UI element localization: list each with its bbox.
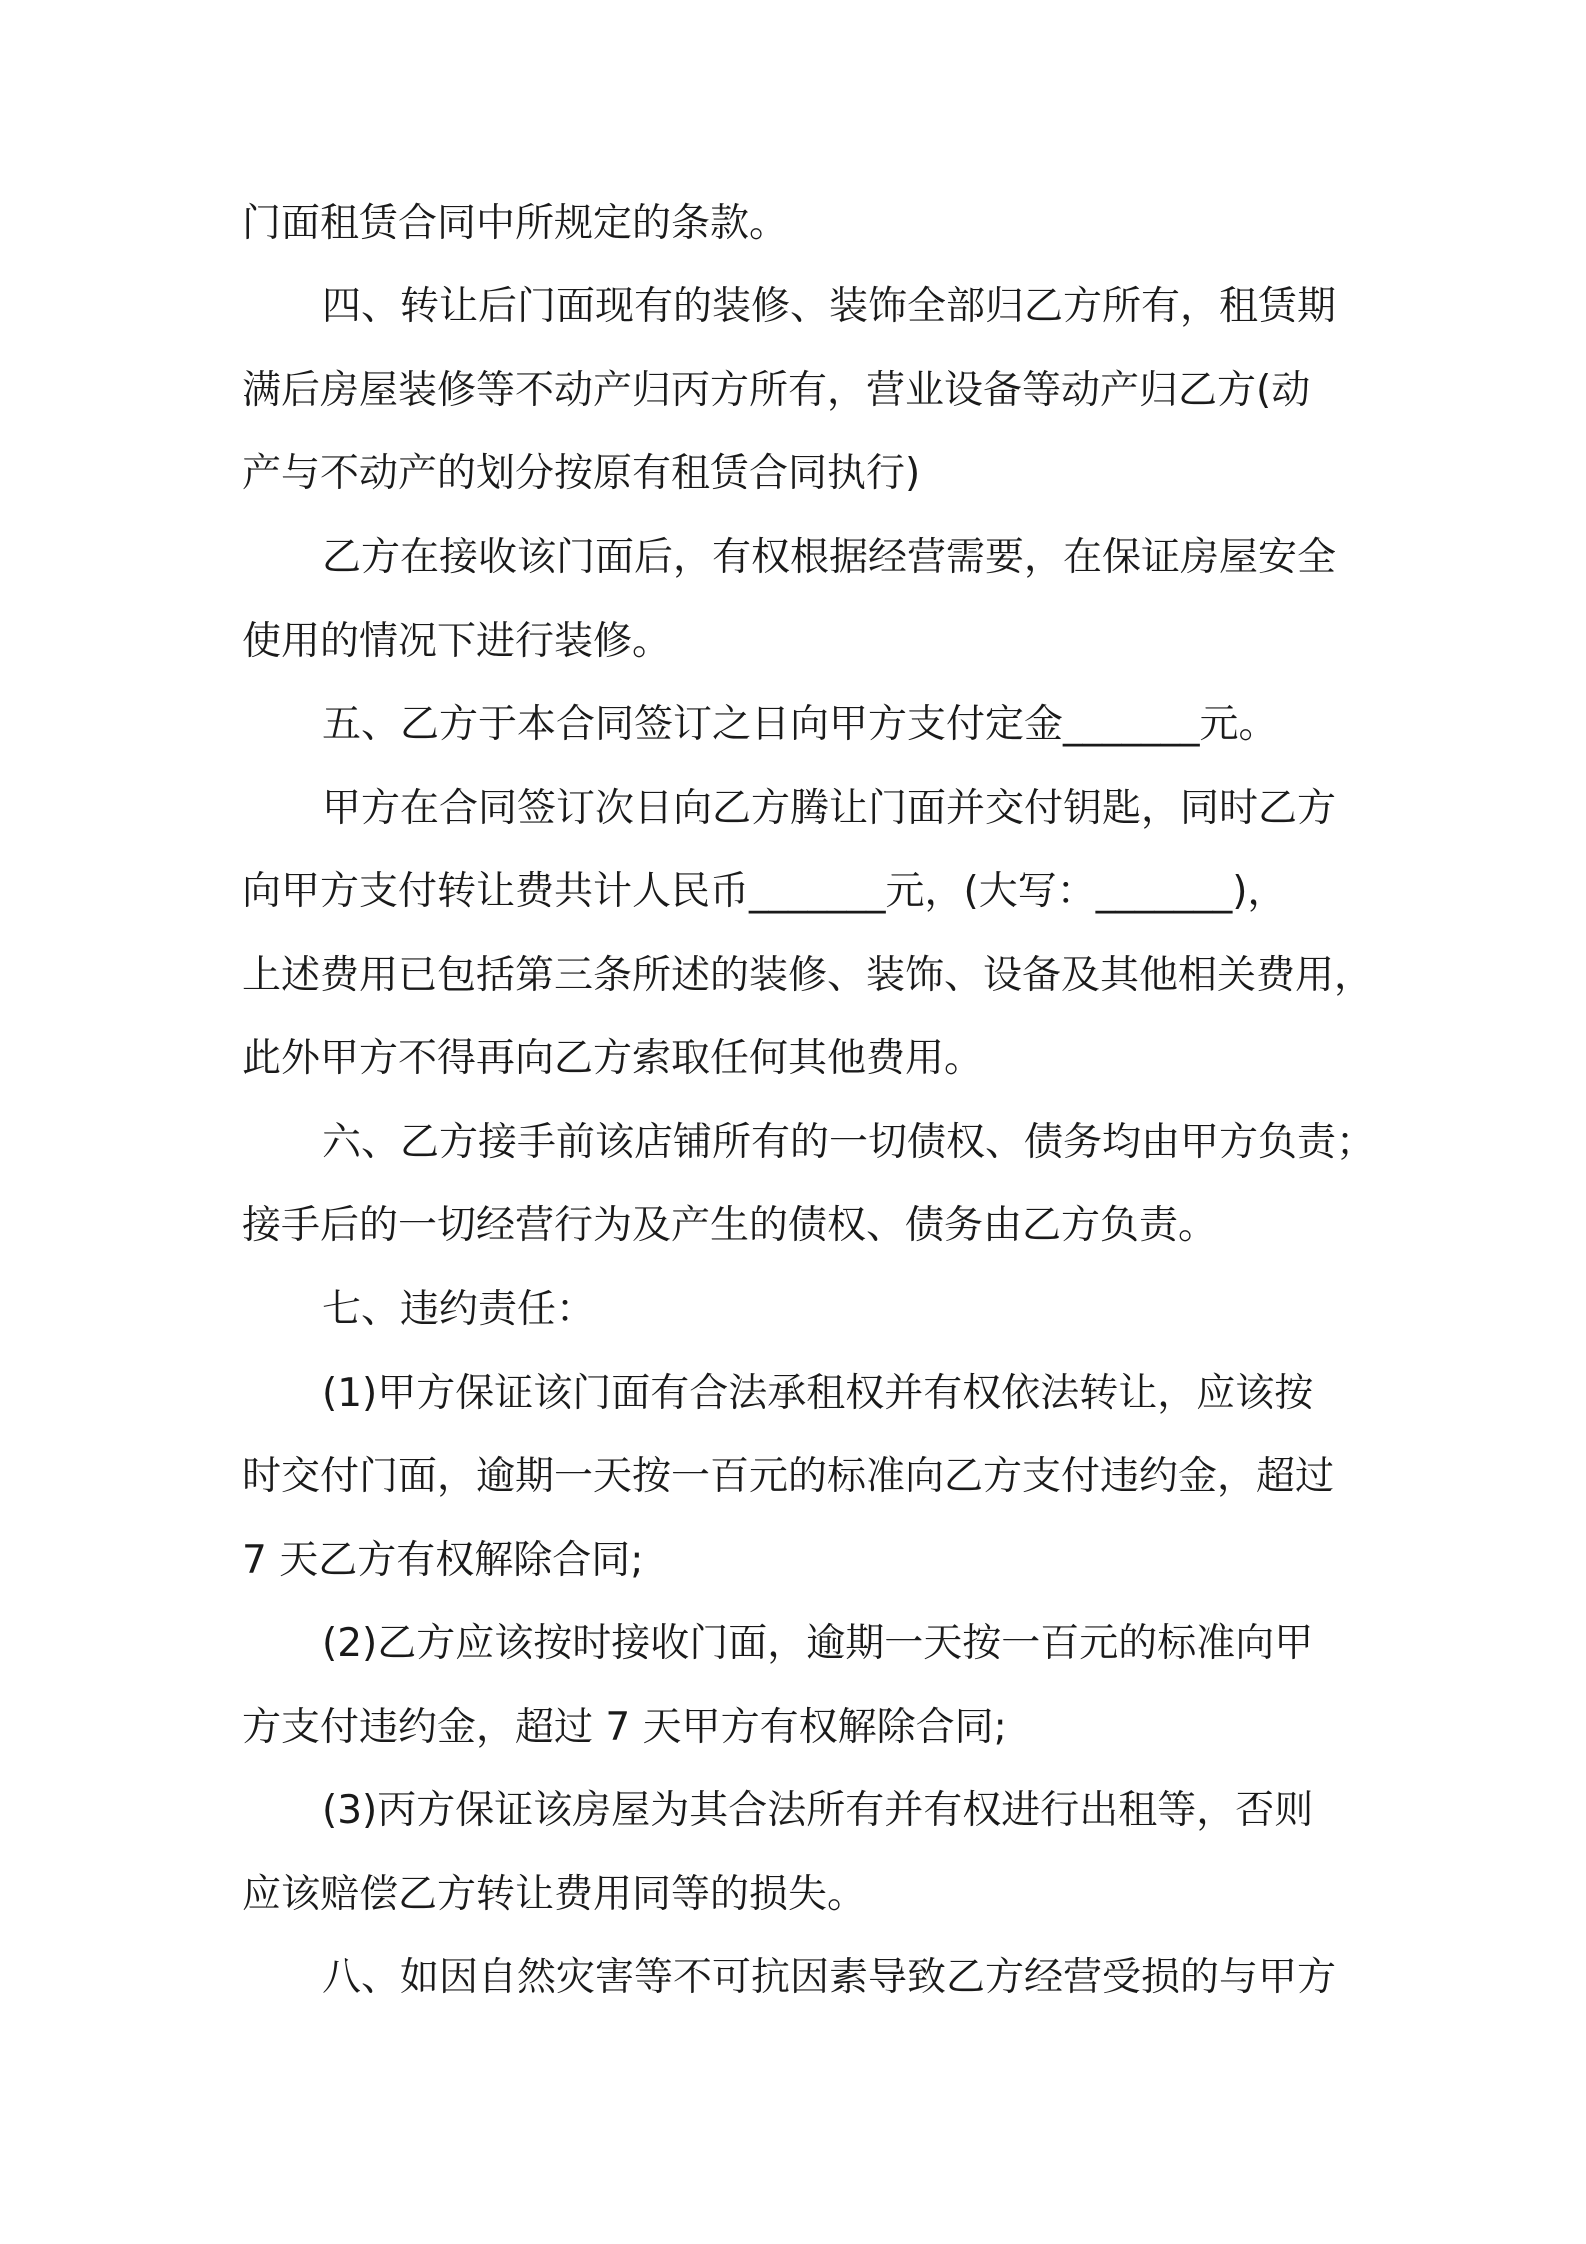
text-line: 门面租赁合同中所规定的条款。 [242,201,789,246]
text-line: 使用的情况下进行装修。 [242,619,672,664]
text-line: 接手后的一切经营行为及产生的债权、债务由乙方负责。 [242,1203,1218,1248]
text-line: 满后房屋装修等不动产归丙方所有，营业设备等动产归乙方(动 [242,368,1311,413]
text-line: 四、转让后门面现有的装修、装饰全部归乙方所有，租赁期 [322,284,1337,329]
text-line: 时交付门面，逾期一天按一百元的标准向乙方支付违约金，超过 [242,1454,1335,1499]
text-line: 此外甲方不得再向乙方索取任何其他费用。 [242,1036,984,1081]
text-line: 乙方在接收该门面后，有权根据经营需要，在保证房屋安全 [322,535,1337,580]
text-line: 五、乙方于本合同签订之日向甲方支付定金_______元。 [322,702,1278,747]
text-line: (2)乙方应该按时接收门面，逾期一天按一百元的标准向甲 [322,1621,1314,1666]
text-line: 方支付违约金，超过 7 天甲方有权解除合同; [242,1705,1007,1750]
text-line: (1)甲方保证该门面有合法承租权并有权依法转让，应该按 [322,1371,1314,1416]
text-line: 向甲方支付转让费共计人民币_______元，(大写：_______)， [242,869,1287,914]
text-line: 八、如因自然灾害等不可抗因素导致乙方经营受损的与甲方 [322,1955,1337,2000]
text-line: 上述费用已包括第三条所述的装修、装饰、设备及其他相关费用， [242,953,1374,998]
text-line: 应该赔偿乙方转让费用同等的损失。 [242,1872,867,1917]
text-line: 产与不动产的划分按原有租赁合同执行) [242,451,921,496]
text-line: (3)丙方保证该房屋为其合法所有并有权进行出租等，否则 [322,1788,1314,1833]
text-line: 7 天乙方有权解除合同; [242,1538,644,1583]
text-line: 六、乙方接手前该店铺所有的一切债权、债务均由甲方负责； [322,1120,1376,1165]
text-line: 七、违约责任： [322,1287,596,1332]
text-line: 甲方在合同签订次日向乙方腾让门面并交付钥匙，同时乙方 [322,786,1337,831]
